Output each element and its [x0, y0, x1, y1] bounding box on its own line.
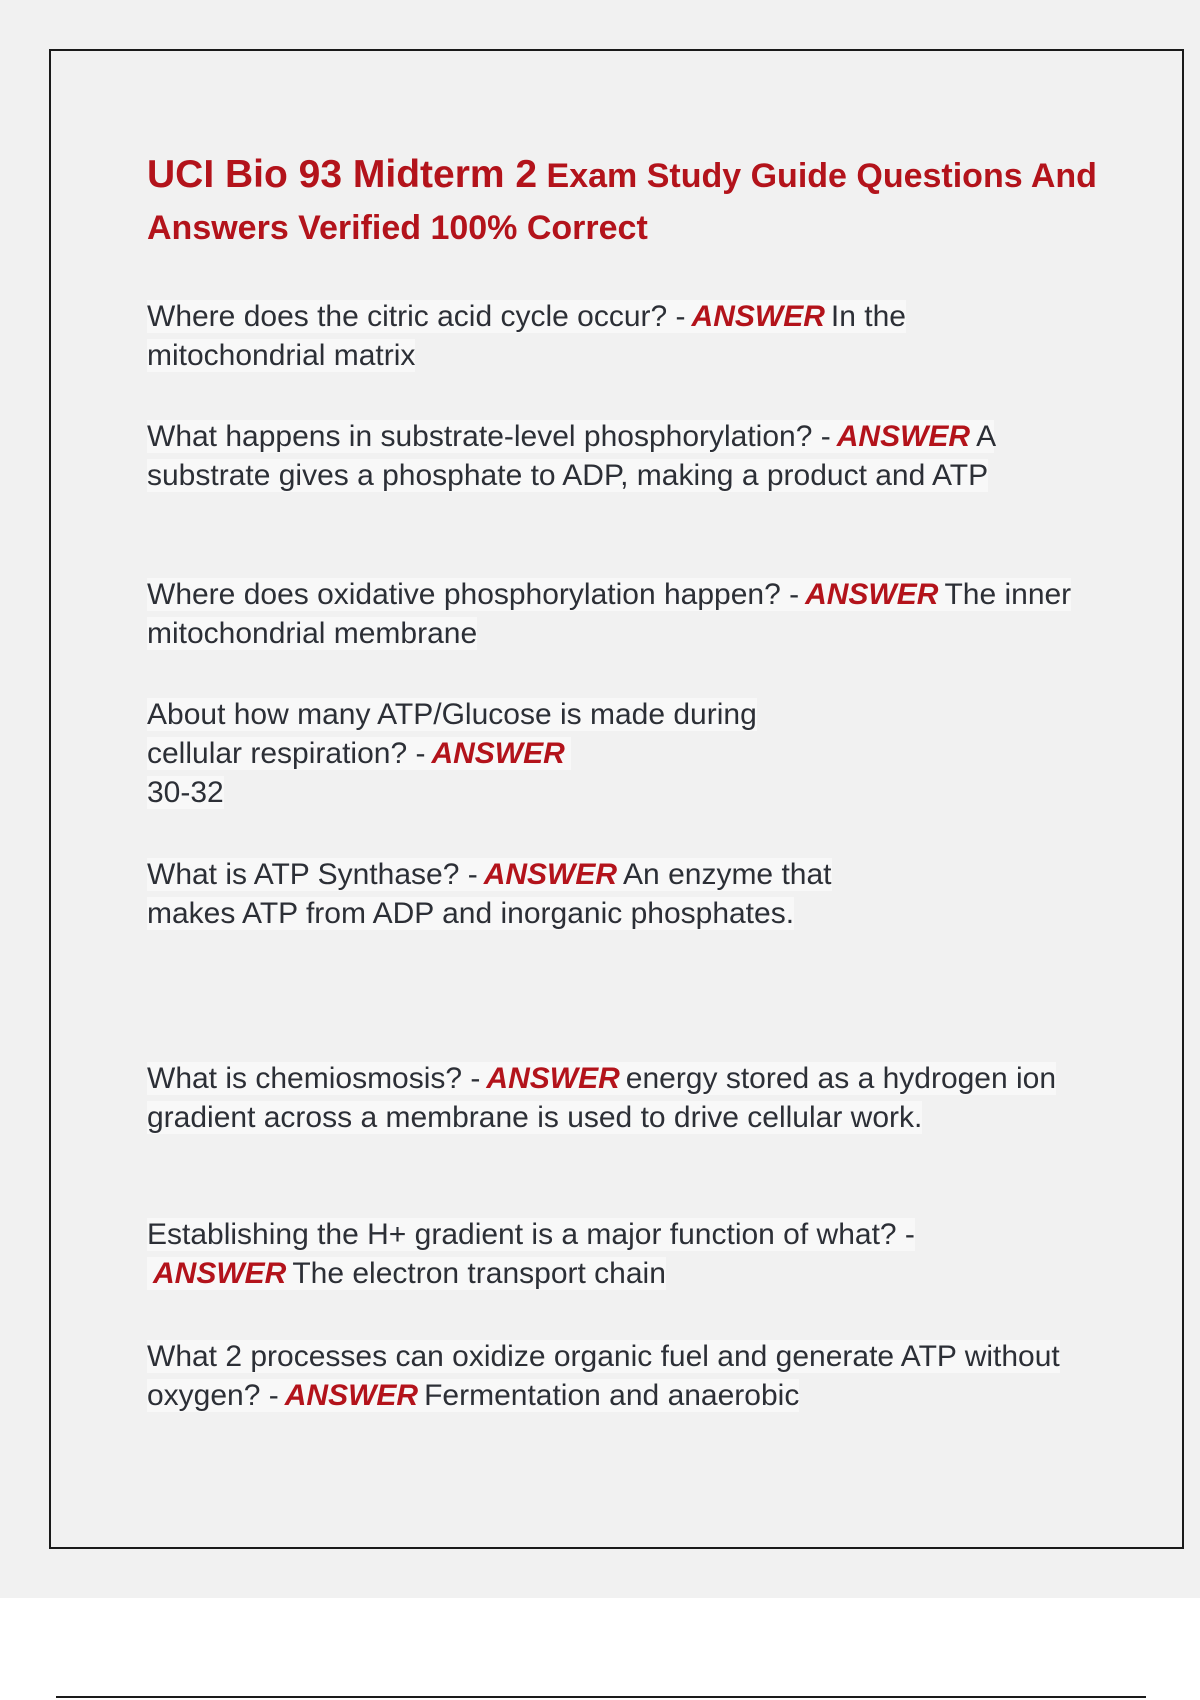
footer-divider: [56, 1696, 1146, 1698]
question-text: Where does the citric acid cycle occur? -: [147, 300, 686, 333]
question-text: Establishing the H+ gradient is a major function of what? -: [147, 1218, 915, 1251]
answer-label: ANSWER: [836, 420, 971, 453]
question-text: About how many ATP/Glucose is made during cellular respiration? -: [147, 698, 757, 770]
answer-label: ANSWER: [153, 1257, 287, 1290]
answer-label: ANSWER: [486, 1062, 620, 1095]
answer-text: Fermentation and anaerobic: [424, 1379, 800, 1412]
question-text: What 2 processes can oxidize organic fuel and generate ATP without oxygen? -: [147, 1340, 1060, 1412]
answer-text: 30-32: [147, 776, 224, 809]
qa-item: [147, 1337, 1107, 1415]
answer-label: ANSWER: [483, 858, 618, 891]
question-text: What is ATP Synthase? -: [147, 858, 478, 891]
answer-text: In the mitochondrial matrix: [147, 300, 906, 372]
answer-text: An enzyme that makes ATP from ADP and inorganic phosphates.: [147, 858, 832, 930]
question-text: Where does oxidative phosphorylation happen? -: [147, 578, 800, 611]
answer-text: The electron transport chain: [292, 1257, 666, 1290]
qa-item: [147, 297, 1047, 375]
qa-item: [147, 855, 927, 933]
document-title-lead: UCI Bio 93 Midterm 2: [147, 153, 538, 196]
qa-item: [147, 695, 807, 812]
qa-item: [147, 417, 1087, 495]
answer-label: ANSWER: [805, 578, 939, 611]
qa-item: [147, 1215, 1087, 1293]
answer-text: The inner mitochondrial membrane: [147, 578, 1072, 650]
qa-item: [147, 1059, 1107, 1137]
answer-label: ANSWER: [284, 1379, 419, 1412]
answer-text: energy stored as a hydrogen ion gradient across a membrane is used to drive cellular work.: [147, 1062, 1057, 1134]
document-title-rest: Exam Study Guide Questions And Answers Verified 100% Correct: [147, 157, 1097, 247]
answer-text: A substrate gives a phosphate to ADP, making a product and ATP: [147, 420, 995, 492]
answer-label: ANSWER: [431, 737, 565, 770]
document-page: [49, 49, 1184, 1549]
document-title: [147, 149, 1107, 254]
answer-label: ANSWER: [691, 300, 825, 333]
question-text: What happens in substrate-level phosphorylation? -: [147, 420, 831, 453]
question-text: What is chemiosmosis? -: [147, 1062, 481, 1095]
qa-item: [147, 575, 1127, 653]
